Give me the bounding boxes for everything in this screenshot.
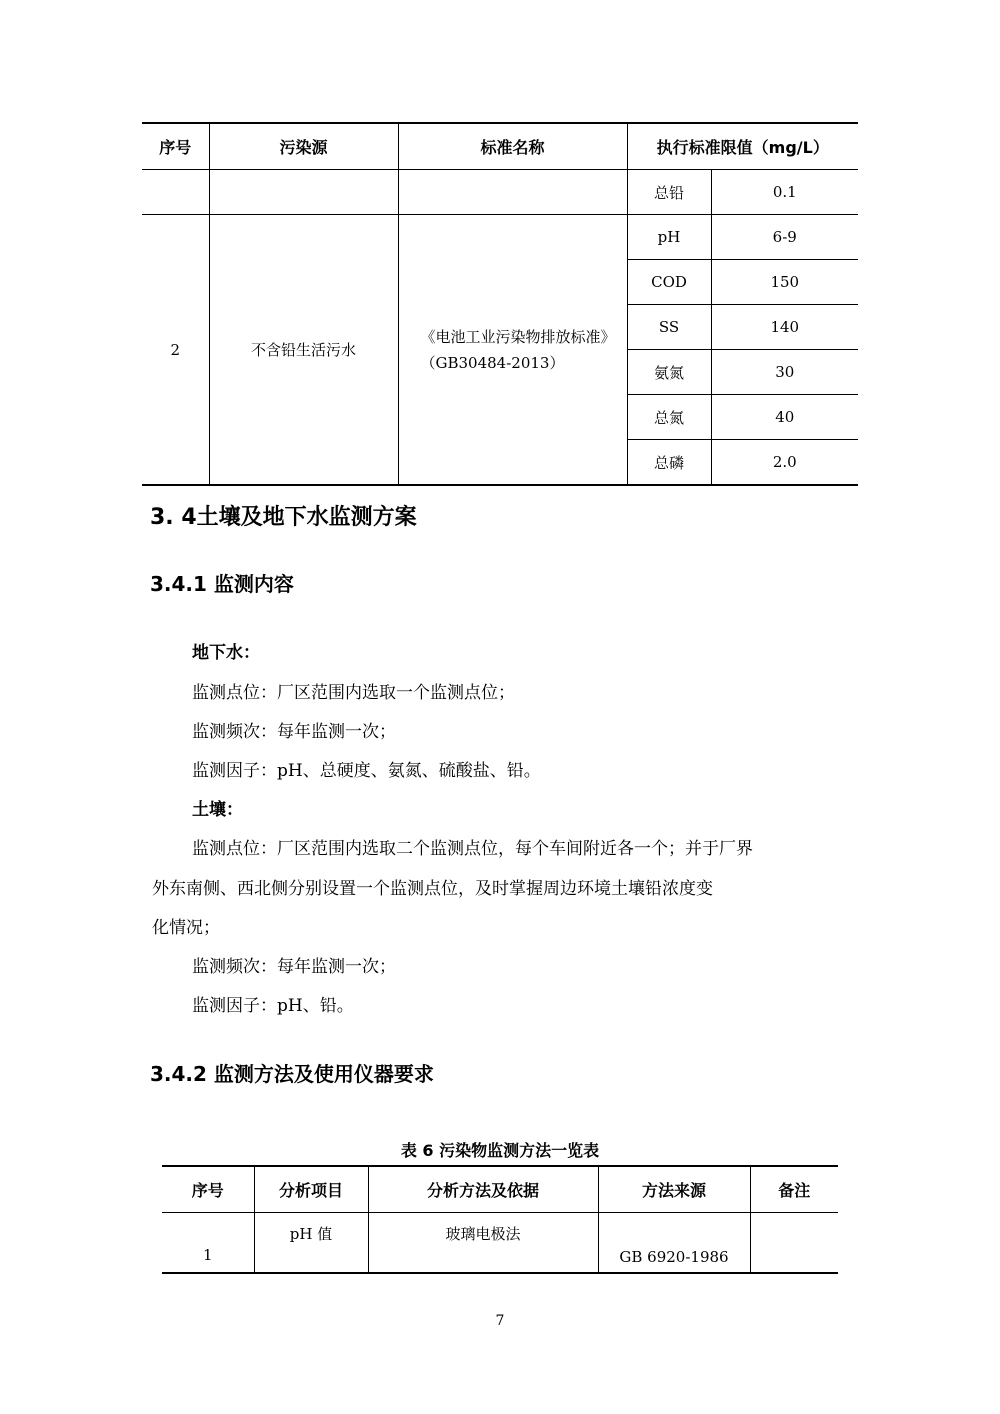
cell-value: 30 [711,350,858,395]
cell-value: 140 [711,305,858,350]
cell-param: 总铅 [627,170,711,215]
soil-factors: 监测因子：pH、铅。 [192,996,354,1016]
cell-empty [142,170,209,215]
header-method: 分析方法及依据 [368,1166,598,1213]
header-method-source: 方法来源 [598,1166,750,1213]
header-note: 备注 [750,1166,838,1213]
section-heading-3-4-1: 3.4.1 监测内容 [150,572,294,596]
table-row [142,215,858,260]
cell-value: 6-9 [711,215,858,260]
header-item: 分析项目 [254,1166,368,1213]
soil-points-line2: 外东南侧、西北侧分别设置一个监测点位，及时掌握周边环境土壤铅浓度变 [152,879,713,899]
cell-standard: 《电池工业污染物排放标准》（GB30484-2013） [398,215,627,486]
soil-points-line1: 监测点位：厂区范围内选取二个监测点位，每个车间附近各一个；并于厂界 [192,839,753,859]
cell-param: 总磷 [627,440,711,486]
groundwater-frequency: 监测频次：每年监测一次； [192,722,396,742]
groundwater-factors: 监测因子：pH、总硬度、氨氮、硫酸盐、铅。 [192,761,541,781]
cell-value: 2.0 [711,440,858,486]
page-number: 7 [495,1313,505,1329]
cell-no: 1 [202,1246,213,1264]
soil-frequency: 监测频次：每年监测一次； [192,957,396,977]
cell-empty [398,170,627,215]
groundwater-points: 监测点位：厂区范围内选取一个监测点位； [192,683,515,703]
section-heading-3-4-2: 3.4.2 监测方法及使用仪器要求 [150,1062,434,1086]
cell-value: 150 [711,260,858,305]
cell-param: 总氮 [627,395,711,440]
cell-note [750,1213,838,1274]
cell-source: 不含铅生活污水 [209,215,398,486]
cell-method-source: GB 6920-1986 [598,1213,750,1274]
header-limit: 执行标准限值（mg/L） [627,123,858,170]
emission-standard-table [142,122,858,486]
section-heading-3-4: 3. 4土壤及地下水监测方案 [150,505,417,530]
table-row [142,170,858,215]
cell-param: SS [627,305,711,350]
table-header-row [142,123,858,170]
soil-points-line3: 化情况； [152,918,220,938]
header-no: 序号 [162,1166,254,1213]
cell-value: 40 [711,395,858,440]
table-caption: 表 6 污染物监测方法一览表 [400,1141,600,1160]
cell-empty [209,170,398,215]
header-source: 污染源 [209,123,398,170]
table-header-row [162,1166,838,1213]
table-row [162,1213,838,1274]
cell-param: 氨氮 [627,350,711,395]
cell-item: pH 值 [254,1213,368,1274]
header-standard: 标准名称 [398,123,627,170]
cell-no: 2 [142,215,209,486]
header-no: 序号 [142,123,209,170]
cell-param: COD [627,260,711,305]
soil-label: 土壤： [192,800,243,820]
groundwater-label: 地下水： [192,643,260,663]
monitoring-method-table [162,1165,838,1274]
cell-value: 0.1 [711,170,858,215]
cell-param: pH [627,215,711,260]
cell-method: 玻璃电极法 [368,1213,598,1274]
